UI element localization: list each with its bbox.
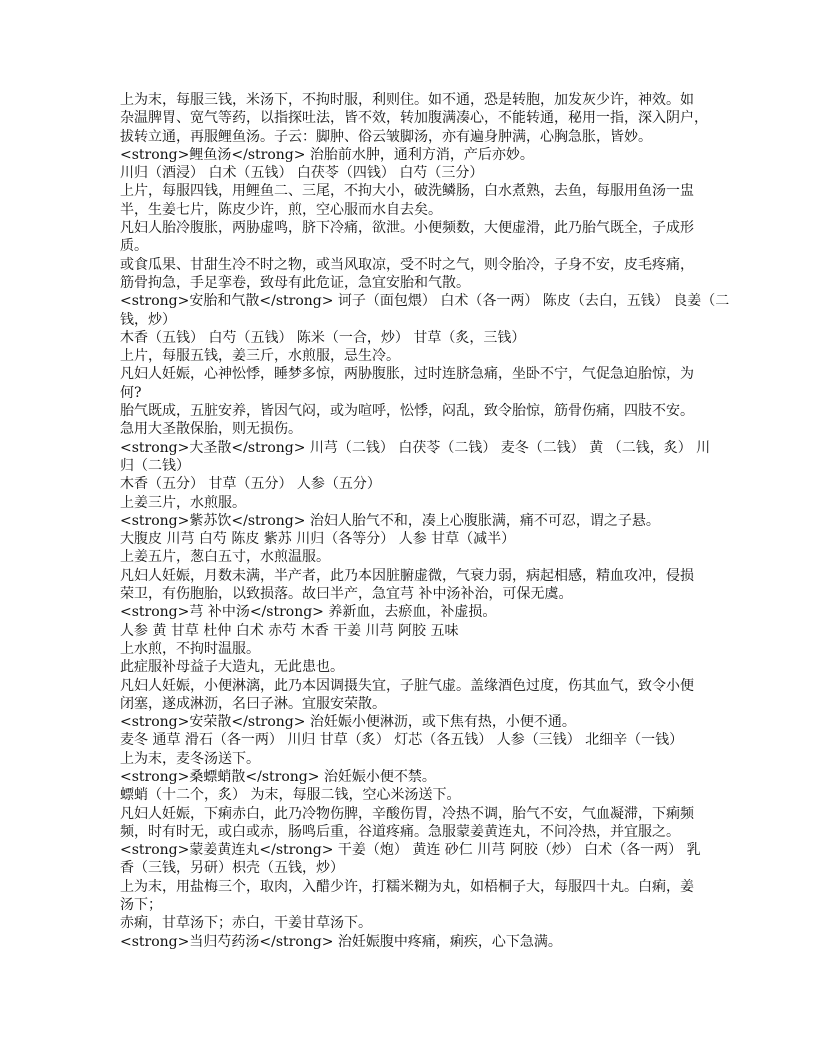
text-line: 凡妇人妊娠，心神忪悸，睡梦多惊，两胁腹胀，过时连脐急痛，坐卧不宁，气促急迫胎惊，为 (120, 366, 694, 383)
text-line: 上片，每服五钱，姜三斤，水煎服，忌生冷。 (120, 348, 400, 365)
text-line: 上姜三片，水煎服。 (120, 494, 246, 511)
paragraph (120, 475, 710, 493)
text-line: 人参 黄 甘草 杜仲 白术 赤芍 木香 干姜 川芎 阿胶 五味 (120, 622, 459, 639)
paragraph (120, 164, 710, 182)
text-line: 凡妇人胎冷腹胀，两胁虚鸣，脐下冷痛，欲泄。小便频数，大便虚滑，此乃胎气既全，子成形 (120, 220, 694, 237)
document-body (120, 91, 730, 951)
text-line: 半，生姜七片，陈皮少许，煎，空心服而水自去矣。 (120, 201, 442, 218)
text-line: <strong>安胎和气散</strong> 诃子（面包煨） 白术（各一两） 陈皮（去白，五钱） 良姜（二 (120, 293, 730, 310)
paragraph (120, 805, 710, 842)
text-line: 螵蛸（十二个，炙） 为末，每服二钱，空心米汤送下。 (120, 787, 461, 804)
paragraph (120, 933, 710, 951)
text-line: 上片，每服四钱，用鲤鱼二、三尾，不拘大小，破洗鳞肠，白水煮熟，去鱼，每服用鱼汤一盅 (120, 183, 694, 200)
text-line: 此症服补母益子大造丸，无此患也。 (120, 659, 344, 676)
paragraph (120, 750, 710, 768)
text-line: 归（二钱） (120, 457, 190, 474)
text-line: 木香（五钱） 白芍（五钱） 陈米（一合，炒） 甘草（炙，三钱） (120, 329, 526, 346)
paragraph (120, 640, 710, 658)
paragraph (120, 677, 710, 714)
paragraph (120, 713, 710, 731)
paragraph (120, 439, 710, 476)
paragraph (120, 567, 710, 604)
text-line: 或食瓜果、甘甜生冷不时之物，或当风取凉，受不时之气，则令胎冷，子身不安，皮毛疼痛， (120, 256, 694, 273)
text-line: 凡妇人妊娠，下痢赤白，此乃冷物伤脾，辛酸伤胃，冷热不调，胎气不安，气血凝滞，下痢频 (120, 805, 694, 822)
text-line: 上姜五片，葱白五寸，水煎温服。 (120, 549, 330, 566)
text-line: 闭塞，遂成淋沥，名曰子淋。宜服安荣散。 (120, 695, 386, 712)
paragraph (120, 256, 710, 293)
paragraph (120, 494, 710, 512)
paragraph (120, 530, 710, 548)
text-line: 频，时有时无，或白或赤，肠鸣后重，谷道疼痛。急服蒙姜黄连丸，不问冷热，并宜服之。 (120, 823, 680, 840)
text-line: 赤痢，甘草汤下；赤白，干姜甘草汤下。 (120, 915, 372, 932)
text-line: 何? (120, 384, 142, 401)
paragraph (120, 146, 710, 164)
paragraph (120, 347, 710, 365)
paragraph (120, 91, 710, 146)
text-line: 汤下； (120, 897, 162, 914)
text-line: <strong>安荣散</strong> 治妊娠小便淋沥，或下焦有热，小便不通。 (120, 714, 576, 731)
text-line: 杂温脾胃、宽气等药，以指探吐法，皆不效，转加腹满凑心，不能转通，秘用一指，深入阴户， (120, 110, 708, 127)
paragraph (120, 512, 710, 530)
paragraph (120, 365, 710, 402)
paragraph (120, 731, 710, 749)
text-line: <strong>桑螵蛸散</strong> 治妊娠小便不禁。 (120, 768, 436, 785)
text-line: <strong>大圣散</strong> 川芎（二钱） 白茯苓（二钱） 麦冬（二钱） 黄 （二钱，炙） 川 (120, 439, 711, 456)
text-line: 凡妇人妊娠，月数未满，半产者，此乃本因脏腑虚微，气衰力弱，病起相感，精血攻冲，侵损 (120, 567, 694, 584)
text-line: <strong>紫苏饮</strong> 治妇人胎气不和，凑上心腹胀满，痛不可忍，谓之子悬。 (120, 512, 660, 529)
paragraph (120, 402, 710, 439)
paragraph (120, 548, 710, 566)
text-line: 上水煎，不拘时温服。 (120, 640, 260, 657)
text-line: 钱，炒） (120, 311, 176, 328)
text-line: <strong>芎 补中汤</strong> 养新血，去瘀血，补虚损。 (120, 604, 497, 621)
text-line: 凡妇人妊娠，小便淋漓，此乃本因调摄失宜，子脏气虚。盖缘酒色过度，伤其血气，致令小便 (120, 677, 694, 694)
text-line: 上为末，麦冬汤送下。 (120, 750, 260, 767)
paragraph (120, 841, 710, 878)
text-line: 急用大圣散保胎，则无损伤。 (120, 421, 302, 438)
paragraph (120, 622, 710, 640)
paragraph (120, 768, 710, 786)
text-line: 麦冬 通草 滑石（各一两） 川归 甘草（炙） 灯芯（各五钱） 人参（三钱） 北细辛（一钱） (120, 732, 684, 749)
paragraph (120, 329, 710, 347)
paragraph (120, 878, 710, 915)
text-line: 上为末，用盐梅三个，取肉，入醋少许，打糯米糊为丸，如梧桐子大，每服四十丸。白痢，姜 (120, 878, 694, 895)
text-line: 质。 (120, 238, 148, 255)
text-line: <strong>蒙姜黄连丸</strong> 干姜（炮） 黄连 砂仁 川芎 阿胶（炒） 白术（各一两） 乳 (120, 842, 701, 859)
text-line: 上为末，每服三钱，米汤下，不拘时服，利则住。如不通，恐是转胞，加发灰少许，神效。如 (120, 92, 694, 108)
paragraph (120, 914, 710, 932)
paragraph (120, 292, 730, 329)
text-line: <strong>鲤鱼汤</strong> 治胎前水肿，通利方消，产后亦妙。 (120, 146, 534, 163)
text-line: 筋骨拘急，手足挛卷，致母有此危证，急宜安胎和气散。 (120, 274, 470, 291)
paragraph (120, 786, 710, 804)
text-line: 荣卫，有伤胞胎，以致损落。故曰半产，急宜芎 补中汤补治，可保无虞。 (120, 586, 573, 603)
text-line: 木香（五分） 甘草（五分） 人参（五分） (120, 476, 381, 493)
text-line: 香（三钱，另研）枳壳（五钱，炒） (120, 860, 344, 877)
paragraph (120, 182, 710, 219)
text-line: 大腹皮 川芎 白芍 陈皮 紫苏 川归（各等分） 人参 甘草（减半） (120, 531, 516, 548)
text-line: 胎气既成，五脏安养，皆因气闷，或为喧呼，忪悸，闷乱，致令胎惊，筋骨伤痛，四肢不安。 (120, 403, 694, 420)
text-line: 川归（酒浸） 白术（五钱） 白茯苓（四钱） 白芍（三分） (120, 165, 484, 182)
paragraph (120, 658, 710, 676)
text-line: <strong>当归芍药汤</strong> 治妊娠腹中疼痛，痢疾，心下急满。 (120, 933, 562, 950)
text-line: 拔转立通，再服鲤鱼汤。子云：脚肿、俗云皱脚汤，亦有遍身肿满，心胸急胀，皆妙。 (120, 128, 652, 145)
paragraph (120, 219, 710, 256)
paragraph (120, 603, 710, 621)
